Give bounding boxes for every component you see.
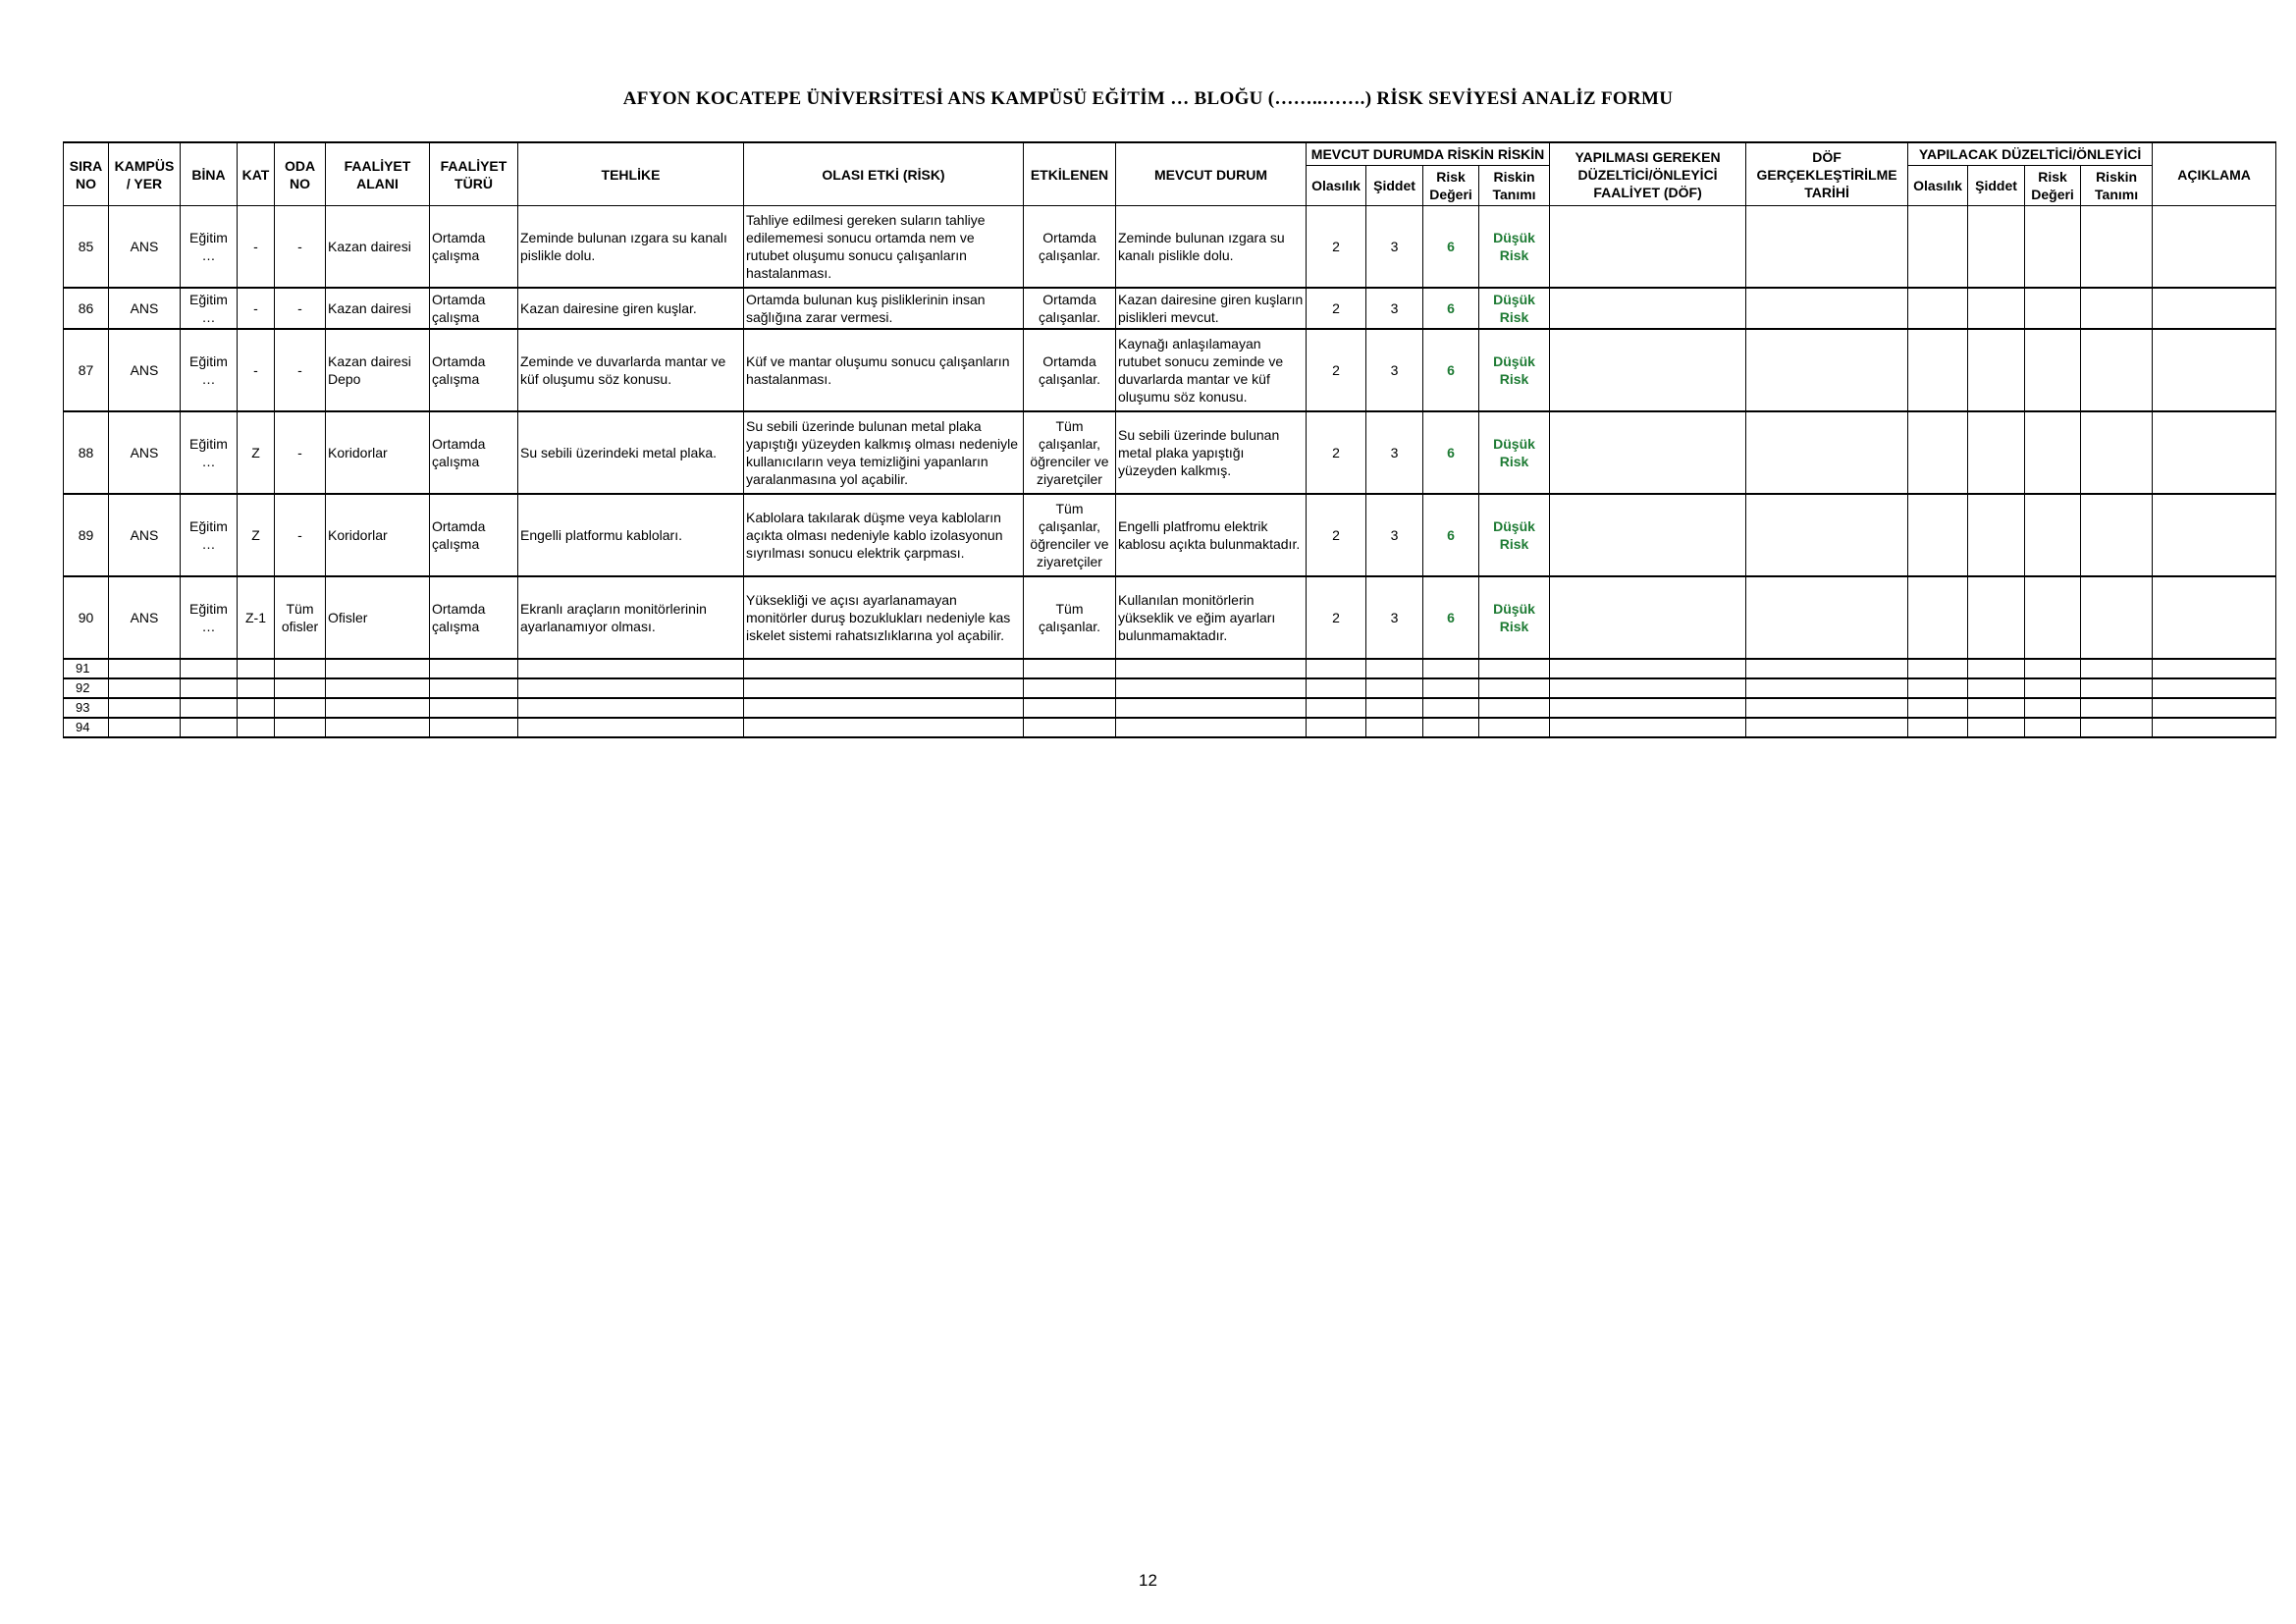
cell-etki: Yüksekliği ve açısı ayarlanamayan monitörler duruş bozuklukları nedeniyle kas iskelet sistemi rahatsızlıklarına yol açabilir. <box>744 576 1024 659</box>
risk-analysis-table <box>63 141 2276 738</box>
cell-aciklama <box>2153 494 2276 576</box>
cell-tehlike: Engelli platformu kabloları. <box>518 494 744 576</box>
cell-oda: - <box>275 288 326 329</box>
cell-risk-degeri: 6 <box>1423 288 1479 329</box>
table-row <box>64 576 2276 659</box>
header-kampus-yer: KAMPÜS / YER <box>109 142 181 206</box>
cell-siddet: 3 <box>1366 494 1423 576</box>
header-olasilik: Olasılık <box>1307 166 1366 206</box>
cell-bina: Eğitim … <box>181 329 238 411</box>
header-tehlike: TEHLİKE <box>518 142 744 206</box>
cell-etkilenen: Tüm çalışanlar, öğrenciler ve ziyaretçiler <box>1024 411 1116 494</box>
cell-riskin-tanimi: Düşük Risk <box>1479 576 1550 659</box>
cell-aciklama <box>2153 576 2276 659</box>
cell-riskin-tanimi: Düşük Risk <box>1479 288 1550 329</box>
cell-siddet: 3 <box>1366 288 1423 329</box>
cell-risk-degeri-2 <box>2025 206 2081 289</box>
cell-mevcut: Engelli platfromu elektrik kablosu açıkta bulunmaktadır. <box>1116 494 1307 576</box>
cell-kat: - <box>238 288 275 329</box>
cell-oda: - <box>275 494 326 576</box>
form-title: AFYON KOCATEPE ÜNİVERSİTESİ ANS KAMPÜSÜ EĞİTİM … BLOĞU (……..…….) RİSK SEVİYESİ ANALİZ FORMU <box>622 88 1674 109</box>
header-faaliyet-turu: FAALİYET TÜRÜ <box>430 142 518 206</box>
cell-oda: - <box>275 411 326 494</box>
cell-kat: - <box>238 206 275 289</box>
cell-olasilik: 2 <box>1307 411 1366 494</box>
header-bina: BİNA <box>181 142 238 206</box>
cell-mevcut: Kazan dairesine giren kuşların pislikleri mevcut. <box>1116 288 1307 329</box>
cell-tehlike: Zeminde bulunan ızgara su kanalı pislikle dolu. <box>518 206 744 289</box>
cell-riskin-tanimi-2 <box>2081 411 2153 494</box>
cell-bina: Eğitim … <box>181 206 238 289</box>
cell-sira-no: 86 <box>64 288 109 329</box>
cell-sira-no: 91 <box>64 659 109 678</box>
table-row-empty <box>64 659 2276 678</box>
cell-sira-no: 87 <box>64 329 109 411</box>
table-row <box>64 494 2276 576</box>
cell-siddet-2 <box>1968 411 2025 494</box>
cell-tur: Ortamda çalışma <box>430 411 518 494</box>
cell-kampus: ANS <box>109 494 181 576</box>
header-risk-degeri-2: Risk Değeri <box>2025 166 2081 206</box>
cell-etkilenen: Tüm çalışanlar, öğrenciler ve ziyaretçiler <box>1024 494 1116 576</box>
cell-sira-no: 90 <box>64 576 109 659</box>
header-yapilacak-group: YAPILACAK DÜZELTİCİ/ÖNLEYİCİ <box>1908 142 2153 166</box>
cell-risk-degeri-2 <box>2025 288 2081 329</box>
table-row-empty <box>64 678 2276 698</box>
cell-sira-no: 93 <box>64 698 109 718</box>
cell-tur: Ortamda çalışma <box>430 329 518 411</box>
cell-olasilik-2 <box>1908 576 1968 659</box>
cell-risk-degeri-2 <box>2025 576 2081 659</box>
cell-sira-no: 85 <box>64 206 109 289</box>
cell-siddet-2 <box>1968 206 2025 289</box>
cell-olasilik-2 <box>1908 411 1968 494</box>
cell-bina: Eğitim … <box>181 288 238 329</box>
cell-riskin-tanimi-2 <box>2081 576 2153 659</box>
header-risk-degeri: Risk Değeri <box>1423 166 1479 206</box>
cell-riskin-tanimi: Düşük Risk <box>1479 411 1550 494</box>
cell-riskin-tanimi-2 <box>2081 288 2153 329</box>
cell-oda: Tüm ofisler <box>275 576 326 659</box>
cell-olasilik: 2 <box>1307 329 1366 411</box>
cell-tur: Ortamda çalışma <box>430 494 518 576</box>
table-row <box>64 329 2276 411</box>
cell-riskin-tanimi-2 <box>2081 494 2153 576</box>
cell-mevcut: Kullanılan monitörlerin yükseklik ve eğim ayarları bulunmamaktadır. <box>1116 576 1307 659</box>
cell-etki: Ortamda bulunan kuş pisliklerinin insan sağlığına zarar vermesi. <box>744 288 1024 329</box>
header-etkilenen: ETKİLENEN <box>1024 142 1116 206</box>
cell-riskin-tanimi: Düşük Risk <box>1479 329 1550 411</box>
header-mevcut-group: MEVCUT DURUMDA RİSKİN RİSKİN <box>1307 142 1550 166</box>
cell-kampus: ANS <box>109 329 181 411</box>
cell-tur: Ortamda çalışma <box>430 206 518 289</box>
header-riskin-tanimi: Riskin Tanımı <box>1479 166 1550 206</box>
cell-risk-degeri: 6 <box>1423 494 1479 576</box>
cell-etki: Su sebili üzerinde bulunan metal plaka yapıştığı yüzeyden kalkmış olması nedeniyle kullanıcıların veya temizliğini yapanların yaralanmasına yol açabilir. <box>744 411 1024 494</box>
header-sira-no: SIRA NO <box>64 142 109 206</box>
cell-alan: Koridorlar <box>326 494 430 576</box>
cell-mevcut: Kaynağı anlaşılamayan rutubet sonucu zeminde ve duvarlarda mantar ve küf oluşumu söz konusu. <box>1116 329 1307 411</box>
cell-siddet-2 <box>1968 288 2025 329</box>
cell-tehlike: Su sebili üzerindeki metal plaka. <box>518 411 744 494</box>
header-faaliyet-alani: FAALİYET ALANI <box>326 142 430 206</box>
cell-etkilenen: Tüm çalışanlar. <box>1024 576 1116 659</box>
header-olasi-etki: OLASI ETKİ (RİSK) <box>744 142 1024 206</box>
cell-siddet: 3 <box>1366 329 1423 411</box>
cell-siddet: 3 <box>1366 576 1423 659</box>
cell-bina: Eğitim … <box>181 576 238 659</box>
cell-kat: Z <box>238 411 275 494</box>
cell-dof <box>1550 206 1746 289</box>
cell-dof-tarih <box>1746 288 1908 329</box>
cell-olasilik-2 <box>1908 494 1968 576</box>
cell-tehlike: Zeminde ve duvarlarda mantar ve küf oluşumu söz konusu. <box>518 329 744 411</box>
cell-risk-degeri: 6 <box>1423 411 1479 494</box>
header-kat: KAT <box>238 142 275 206</box>
table-row <box>64 288 2276 329</box>
cell-olasilik-2 <box>1908 288 1968 329</box>
cell-alan: Kazan dairesi Depo <box>326 329 430 411</box>
header-dof-tarih: DÖF GERÇEKLEŞTİRİLME TARİHİ <box>1746 142 1908 206</box>
cell-dof-tarih <box>1746 329 1908 411</box>
cell-dof-tarih <box>1746 576 1908 659</box>
cell-tehlike: Kazan dairesine giren kuşlar. <box>518 288 744 329</box>
cell-etki: Kablolara takılarak düşme veya kabloların açıkta olması nedeniyle kablo izolasyonun sıyrılması sonucu elektrik çarpması. <box>744 494 1024 576</box>
cell-dof-tarih <box>1746 494 1908 576</box>
cell-aciklama <box>2153 288 2276 329</box>
header-aciklama: AÇIKLAMA <box>2153 142 2276 206</box>
cell-kampus: ANS <box>109 576 181 659</box>
cell-sira-no: 92 <box>64 678 109 698</box>
table-row-empty <box>64 718 2276 737</box>
cell-aciklama <box>2153 411 2276 494</box>
cell-dof <box>1550 576 1746 659</box>
cell-alan: Ofisler <box>326 576 430 659</box>
cell-oda: - <box>275 206 326 289</box>
cell-olasilik: 2 <box>1307 576 1366 659</box>
cell-olasilik: 2 <box>1307 494 1366 576</box>
cell-dof <box>1550 494 1746 576</box>
cell-kat: Z <box>238 494 275 576</box>
header-dof: YAPILMASI GEREKEN DÜZELTİCİ/ÖNLEYİCİ FAALİYET (DÖF) <box>1550 142 1746 206</box>
cell-kampus: ANS <box>109 206 181 289</box>
header-olasilik-2: Olasılık <box>1908 166 1968 206</box>
table-row-empty <box>64 698 2276 718</box>
cell-etkilenen: Ortamda çalışanlar. <box>1024 288 1116 329</box>
cell-risk-degeri: 6 <box>1423 206 1479 289</box>
cell-risk-degeri: 6 <box>1423 576 1479 659</box>
cell-siddet-2 <box>1968 329 2025 411</box>
cell-siddet: 3 <box>1366 411 1423 494</box>
cell-dof <box>1550 329 1746 411</box>
table-row <box>64 206 2276 289</box>
cell-alan: Kazan dairesi <box>326 206 430 289</box>
cell-dof-tarih <box>1746 411 1908 494</box>
cell-tur: Ortamda çalışma <box>430 576 518 659</box>
cell-siddet: 3 <box>1366 206 1423 289</box>
header-oda-no: ODA NO <box>275 142 326 206</box>
cell-risk-degeri: 6 <box>1423 329 1479 411</box>
cell-sira-no: 88 <box>64 411 109 494</box>
cell-risk-degeri-2 <box>2025 494 2081 576</box>
cell-dof-tarih <box>1746 206 1908 289</box>
cell-olasilik: 2 <box>1307 288 1366 329</box>
cell-kampus: ANS <box>109 288 181 329</box>
cell-oda: - <box>275 329 326 411</box>
cell-siddet-2 <box>1968 494 2025 576</box>
header-mevcut-durum: MEVCUT DURUM <box>1116 142 1307 206</box>
cell-dof <box>1550 288 1746 329</box>
cell-olasilik-2 <box>1908 206 1968 289</box>
cell-alan: Kazan dairesi <box>326 288 430 329</box>
cell-kat: Z-1 <box>238 576 275 659</box>
cell-etkilenen: Ortamda çalışanlar. <box>1024 329 1116 411</box>
header-siddet-2: Şiddet <box>1968 166 2025 206</box>
header-row <box>64 142 2276 166</box>
cell-alan: Koridorlar <box>326 411 430 494</box>
cell-olasilik: 2 <box>1307 206 1366 289</box>
cell-sira-no: 89 <box>64 494 109 576</box>
header-riskin-tanimi-2: Riskin Tanımı <box>2081 166 2153 206</box>
cell-kampus: ANS <box>109 411 181 494</box>
cell-bina: Eğitim … <box>181 494 238 576</box>
cell-riskin-tanimi-2 <box>2081 206 2153 289</box>
cell-riskin-tanimi: Düşük Risk <box>1479 494 1550 576</box>
cell-riskin-tanimi-2 <box>2081 329 2153 411</box>
cell-kat: - <box>238 329 275 411</box>
cell-risk-degeri-2 <box>2025 411 2081 494</box>
cell-tur: Ortamda çalışma <box>430 288 518 329</box>
cell-bina: Eğitim … <box>181 411 238 494</box>
cell-aciklama <box>2153 206 2276 289</box>
cell-mevcut: Su sebili üzerinde bulunan metal plaka yapıştığı yüzeyden kalkmış. <box>1116 411 1307 494</box>
cell-risk-degeri-2 <box>2025 329 2081 411</box>
table-row <box>64 411 2276 494</box>
cell-sira-no: 94 <box>64 718 109 737</box>
cell-dof <box>1550 411 1746 494</box>
cell-aciklama <box>2153 329 2276 411</box>
cell-etkilenen: Ortamda çalışanlar. <box>1024 206 1116 289</box>
cell-siddet-2 <box>1968 576 2025 659</box>
page-number: 12 <box>1139 1571 1157 1590</box>
cell-etki: Tahliye edilmesi gereken suların tahliye edilememesi sonucu ortamda nem ve rutubet oluşumu sonucu çalışanların hastalanması. <box>744 206 1024 289</box>
cell-mevcut: Zeminde bulunan ızgara su kanalı pislikle dolu. <box>1116 206 1307 289</box>
cell-olasilik-2 <box>1908 329 1968 411</box>
header-siddet: Şiddet <box>1366 166 1423 206</box>
cell-riskin-tanimi: Düşük Risk <box>1479 206 1550 289</box>
cell-etki: Küf ve mantar oluşumu sonucu çalışanların hastalanması. <box>744 329 1024 411</box>
cell-tehlike: Ekranlı araçların monitörlerinin ayarlanamıyor olması. <box>518 576 744 659</box>
